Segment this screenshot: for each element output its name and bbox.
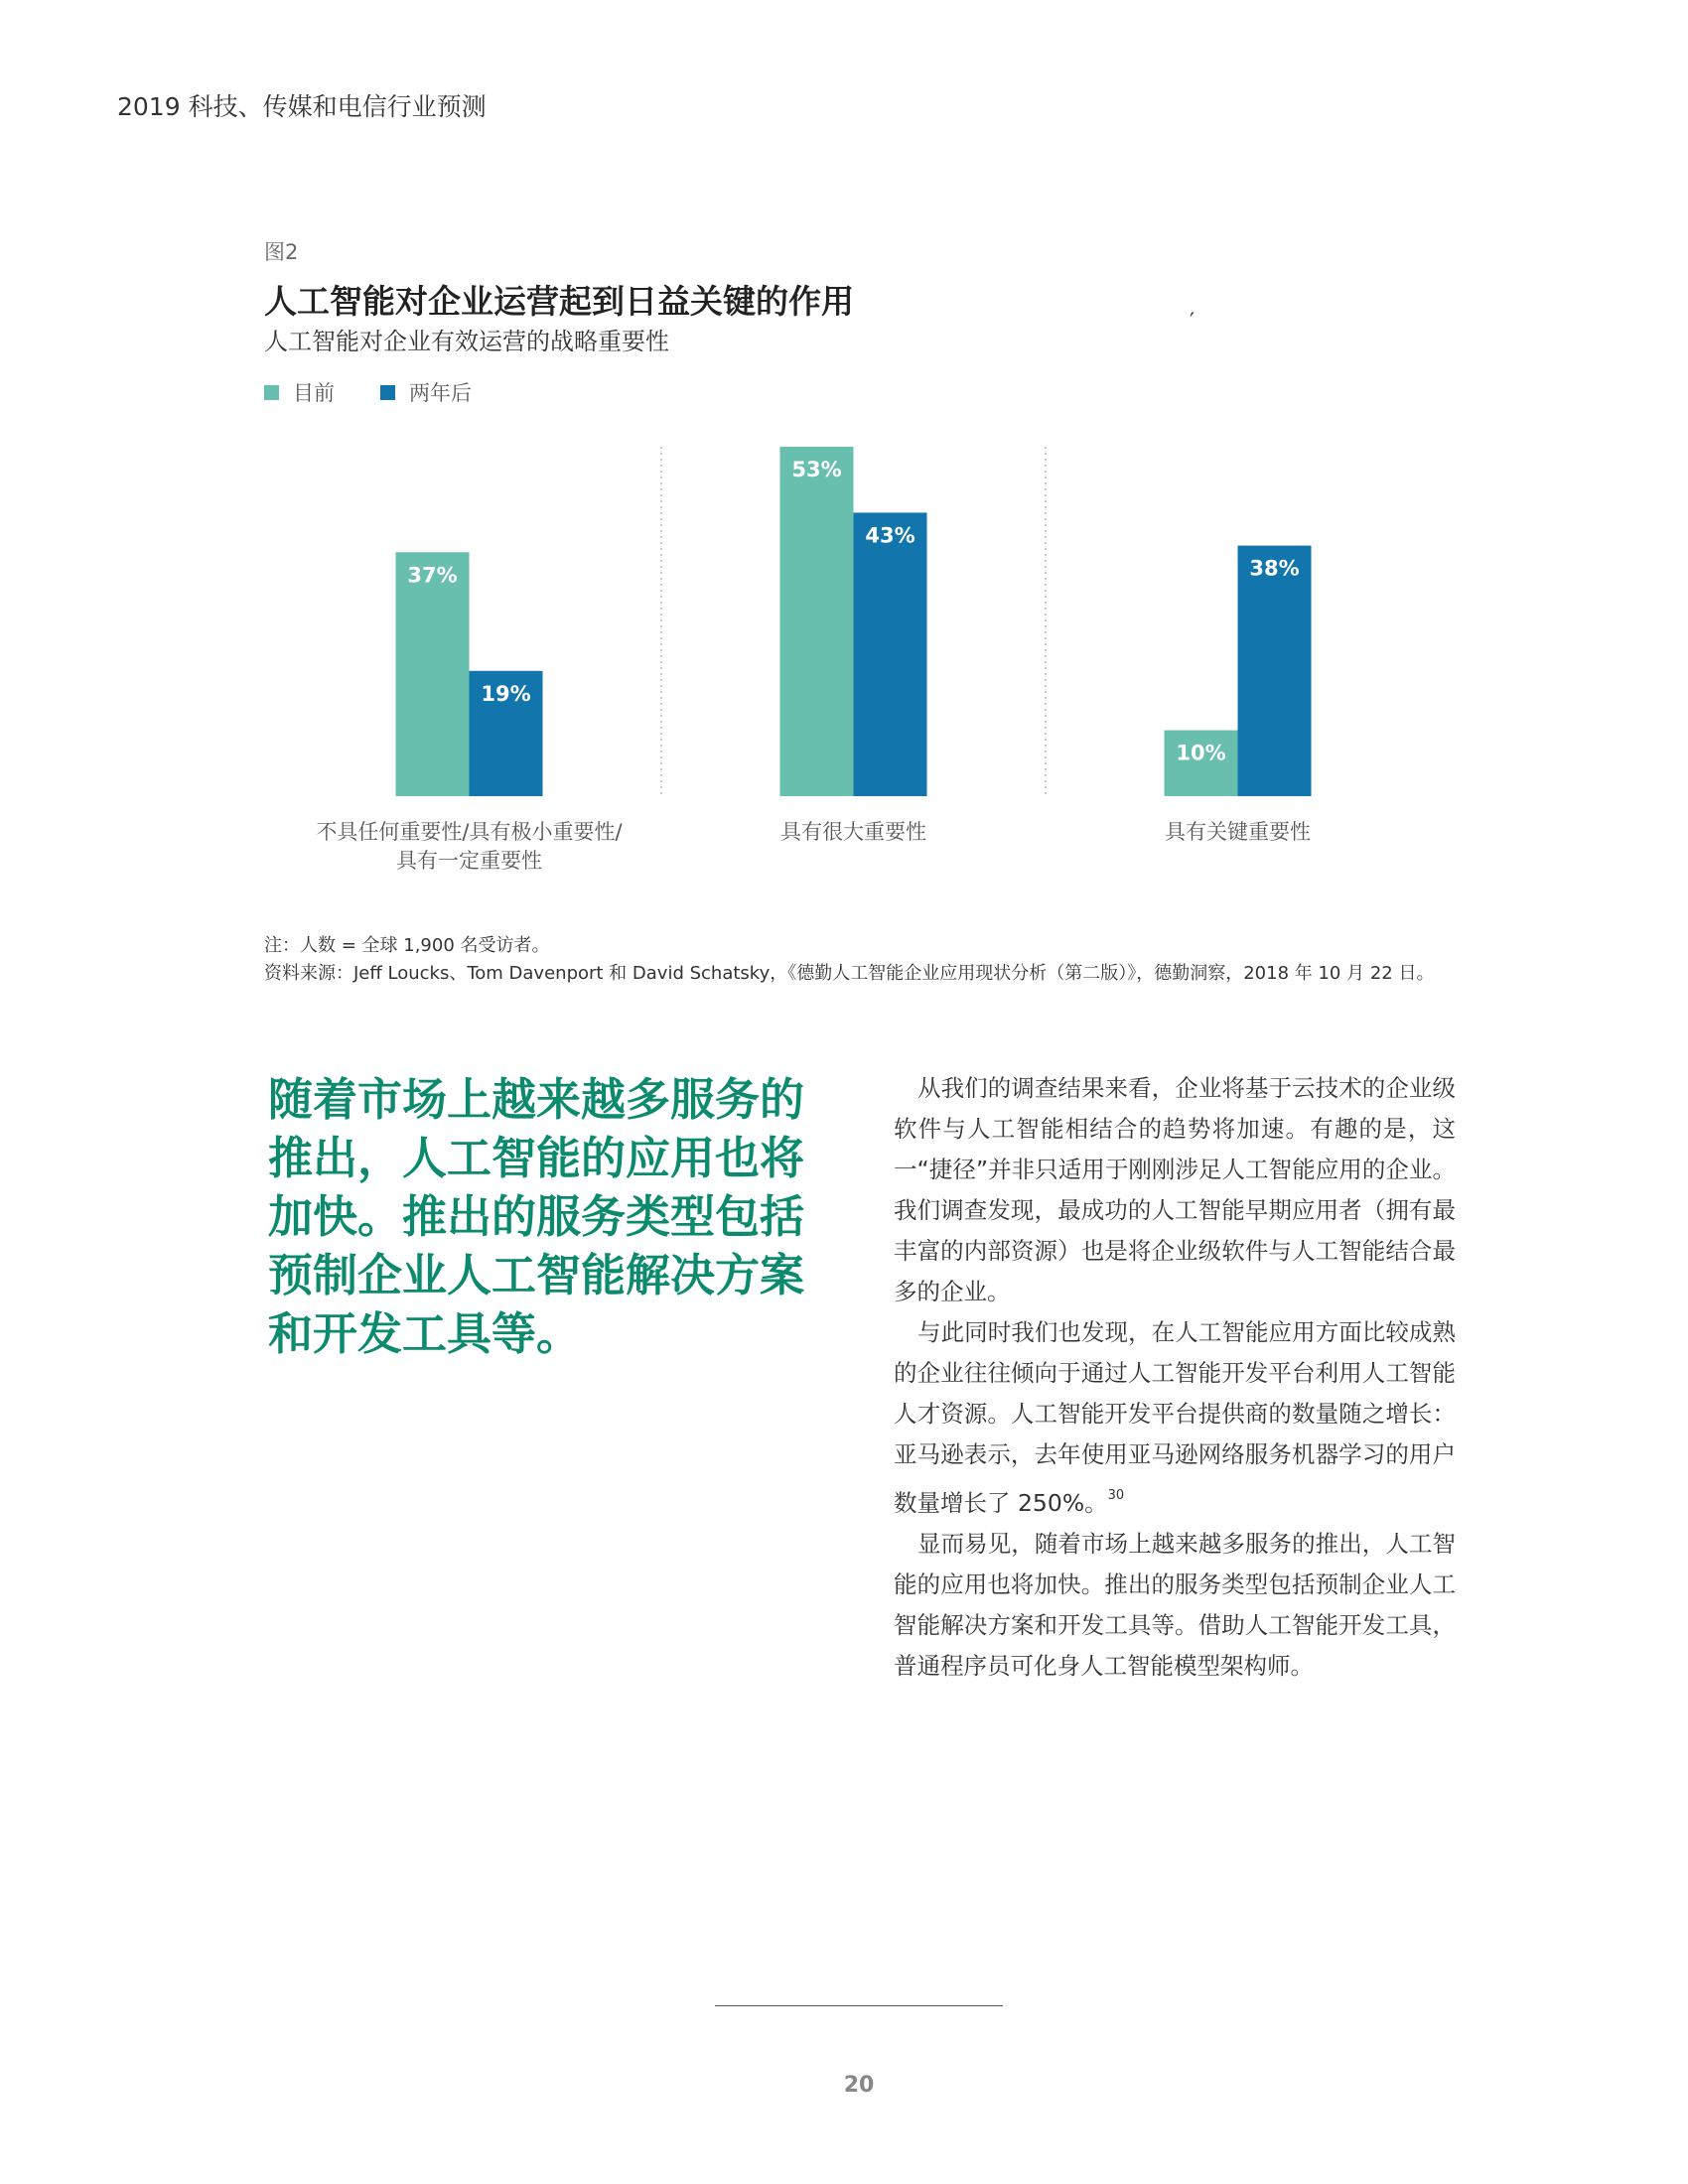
bar-two-years-3 — [1238, 546, 1312, 796]
page-number: 20 — [843, 2073, 875, 2098]
bar-label-current-2: 53% — [791, 458, 842, 481]
category-label-1 — [271, 818, 668, 876]
figure-subtitle: 人工智能对企业有效运营的战略重要性 — [264, 328, 669, 355]
bar-chart-svg — [264, 427, 1476, 814]
bar-label-two-years-2: 43% — [865, 523, 915, 548]
figure-label: 图2 — [264, 240, 299, 264]
bar-current-2 — [780, 447, 854, 796]
category-label-3 — [1040, 818, 1437, 847]
body-paragraph-2-text: 与此同时我们也发现，在人工智能应用方面比较成熟的企业往往倾向于通过人工智能开发平台利用人工智能人才资源。人工智能开发平台提供商的数量随之增长：亚马逊表示，去年使用亚马逊网络服务机器学习的用户数量增长了 250%。 — [894, 1318, 1456, 1517]
category-label-3-line-1: 具有关键重要性 — [1165, 820, 1311, 844]
figure-note: 注：人数 = 全球 1,900 名受访者。 — [264, 935, 550, 956]
legend-item-two-years — [380, 377, 472, 407]
page-header: 2019 科技、传媒和电信行业预测 — [117, 92, 487, 121]
legend-label-current: 目前 — [293, 381, 335, 405]
stray-mark: ′ — [1190, 310, 1195, 335]
bar-two-years-2 — [854, 512, 927, 796]
body-text — [894, 1068, 1456, 1687]
bar-current-1 — [396, 552, 470, 796]
legend-swatch-current — [264, 385, 279, 400]
chart-legend — [264, 377, 517, 407]
bar-label-current-1: 37% — [407, 563, 458, 588]
body-paragraph-3: 显而易见，随着市场上越来越多服务的推出，人工智能的应用也将加快。推出的服务类型包括预制企业人工智能解决方案和开发工具等。借助人工智能开发工具，普通程序员可化身人工智能模型架构师。 — [894, 1530, 1456, 1680]
body-paragraph-2 — [894, 1312, 1456, 1524]
footer-rule — [715, 2005, 1003, 2006]
body-paragraph-1: 从我们的调查结果来看，企业将基于云技术的企业级软件与人工智能相结合的趋势将加速。有趣的是，这一“捷径”并非只适用于刚刚涉足人工智能应用的企业。我们调查发现，最成功的人工智能早期应用者（拥有最丰富的内部资源）也是将企业级软件与人工智能结合最多的企业。 — [894, 1074, 1456, 1305]
pull-quote: 随着市场上越来越多服务的推出，人工智能的应用也将加快。推出的服务类型包括预制企业人工智能解决方案和开发工具等。 — [268, 1073, 805, 1360]
category-label-1-line-2: 具有一定重要性 — [396, 849, 542, 873]
legend-item-current — [264, 377, 335, 407]
category-label-2-line-1: 具有很大重要性 — [780, 820, 926, 844]
bar-label-current-3: 10% — [1176, 741, 1226, 765]
legend-swatch-two-years — [380, 385, 395, 400]
footnote-ref: 30 — [1107, 1488, 1125, 1503]
bar-chart — [264, 427, 1476, 893]
figure-title: 人工智能对企业运营起到日益关键的作用 — [264, 282, 854, 321]
bar-label-two-years-3: 38% — [1249, 556, 1300, 581]
bar-label-two-years-1: 19% — [481, 681, 531, 706]
category-label-1-line-1: 不具任何重要性/具有极小重要性/ — [316, 820, 623, 844]
category-label-2 — [655, 818, 1053, 847]
figure-source: 资料来源：Jeff Loucks、Tom Davenport 和 David Schatsky，《德勤人工智能企业应用现状分析（第二版）》，德勤洞察，2018 年 10 月 22 日。 — [264, 963, 1435, 984]
legend-label-two-years: 两年后 — [409, 381, 472, 405]
